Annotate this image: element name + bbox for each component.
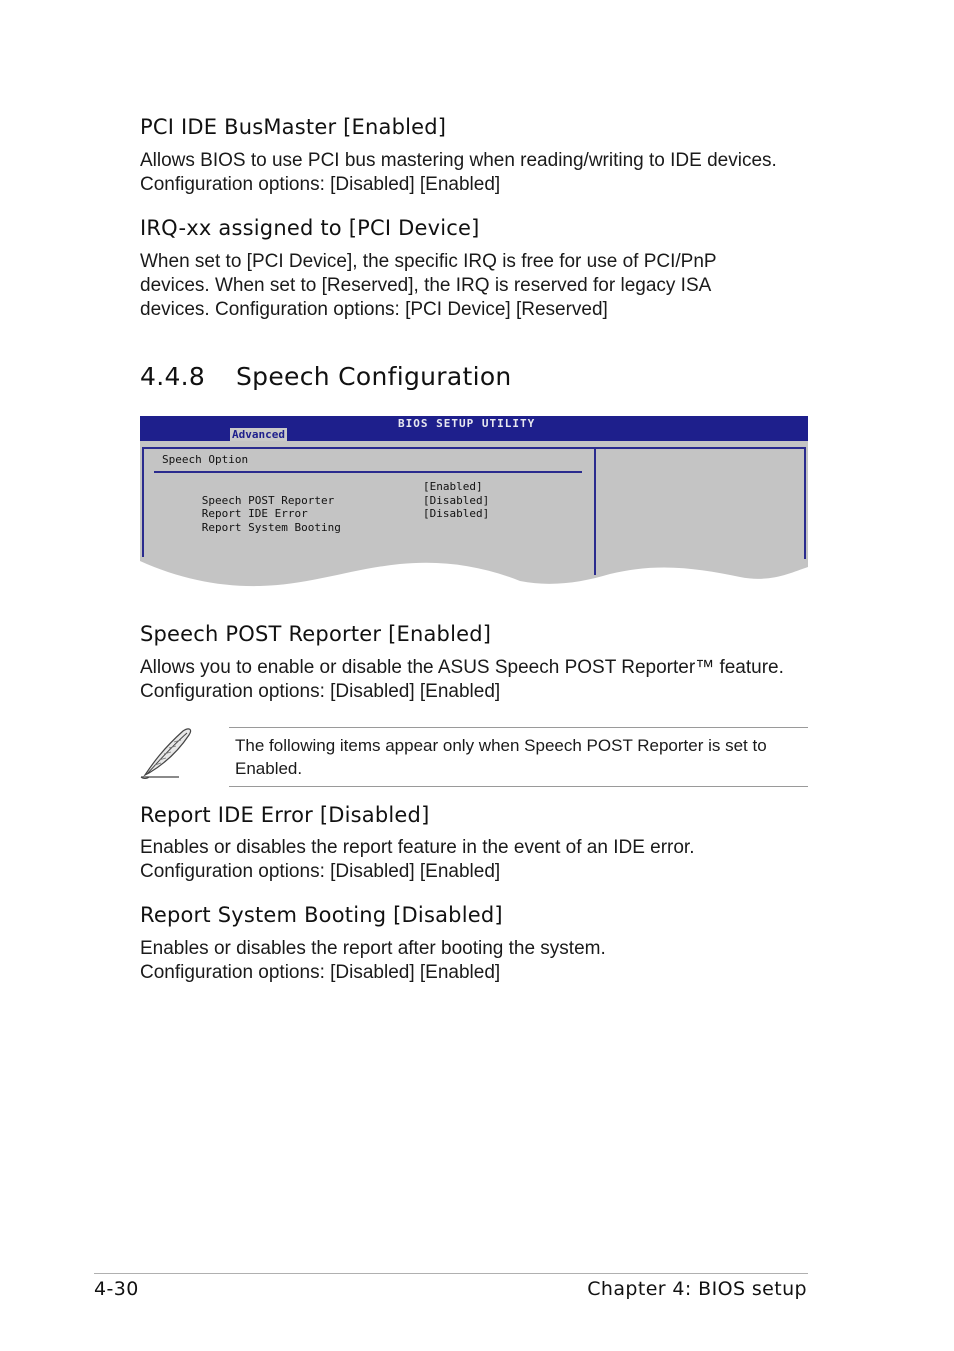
bios-frame-left — [142, 447, 144, 557]
pci-ide-busmaster-desc-2: Configuration options: [Disabled] [Enabled] — [140, 174, 501, 195]
bios-item-label: Report System Booting — [201, 520, 341, 534]
note-text — [235, 735, 795, 780]
page-number: 4-30 — [94, 1278, 139, 1300]
torn-edge-graphic — [140, 561, 808, 588]
irq-desc-3: devices. Configuration options: [PCI Device] [Reserved] — [140, 299, 608, 320]
irq-assigned-heading: IRQ-xx assigned to [PCI Device] — [140, 216, 480, 240]
bios-tab-advanced[interactable]: Advanced — [232, 428, 285, 441]
bios-help-divider — [594, 447, 596, 575]
chapter-label: Chapter 4: BIOS setup — [587, 1278, 807, 1300]
report-ide-desc-2: Configuration options: [Disabled] [Enabled] — [140, 861, 501, 882]
bios-item-value[interactable]: [Enabled] — [423, 480, 483, 493]
irq-desc-2: devices. When set to [Reserved], the IRQ is reserved for legacy ISA — [140, 275, 712, 296]
section-title-text: Speech Configuration — [236, 362, 512, 391]
note-top-rule — [229, 727, 808, 728]
irq-desc-1: When set to [PCI Device], the specific IRQ is free for use of PCI/PnP — [140, 251, 717, 272]
bios-menu-separator — [154, 471, 582, 473]
note-bottom-rule — [229, 786, 808, 787]
bios-menu-title: Speech Option — [162, 453, 249, 466]
speech-configuration-title — [140, 362, 512, 391]
bios-item-report-system-booting[interactable] — [162, 507, 341, 548]
bios-item-value[interactable]: [Disabled] — [423, 493, 490, 507]
report-ide-desc-1: Enables or disables the report feature in the event of an IDE error. — [140, 837, 695, 858]
report-ide-error-heading: Report IDE Error [Disabled] — [140, 803, 430, 827]
speech-post-reporter-heading: Speech POST Reporter [Enabled] — [140, 622, 492, 646]
report-system-booting-heading: Report System Booting [Disabled] — [140, 903, 503, 927]
section-number: 4.4.8 — [140, 362, 206, 391]
speech-post-desc-2: Configuration options: [Disabled] [Enabled] — [140, 681, 501, 702]
bios-item-label: Report IDE Error — [201, 507, 308, 520]
bios-frame-right — [804, 447, 806, 559]
bios-panel — [140, 441, 808, 588]
pci-ide-busmaster-heading: PCI IDE BusMaster [Enabled] — [140, 115, 447, 139]
pci-ide-busmaster-desc-1: Allows BIOS to use PCI bus mastering when reading/writing to IDE devices. — [140, 150, 777, 171]
bios-frame-top — [142, 447, 806, 449]
report-boot-desc-1: Enables or disables the report after booting the system. — [140, 938, 606, 959]
feather-quill-icon — [139, 727, 195, 781]
note-line-2: Enabled. — [235, 758, 303, 778]
bios-item-value[interactable]: [Disabled] — [423, 507, 490, 520]
bios-title: BIOS SETUP UTILITY — [398, 417, 536, 430]
bios-screenshot — [140, 416, 808, 588]
bios-header-bar — [140, 416, 808, 441]
note-line-1: The following items appear only when Speech POST Reporter is set to — [235, 736, 767, 755]
report-boot-desc-2: Configuration options: [Disabled] [Enabled] — [140, 962, 501, 983]
footer-rule — [94, 1273, 808, 1274]
bios-item-label: Speech POST Reporter — [201, 493, 335, 507]
speech-post-desc-1: Allows you to enable or disable the ASUS Speech POST Reporter™ feature. — [140, 657, 784, 678]
